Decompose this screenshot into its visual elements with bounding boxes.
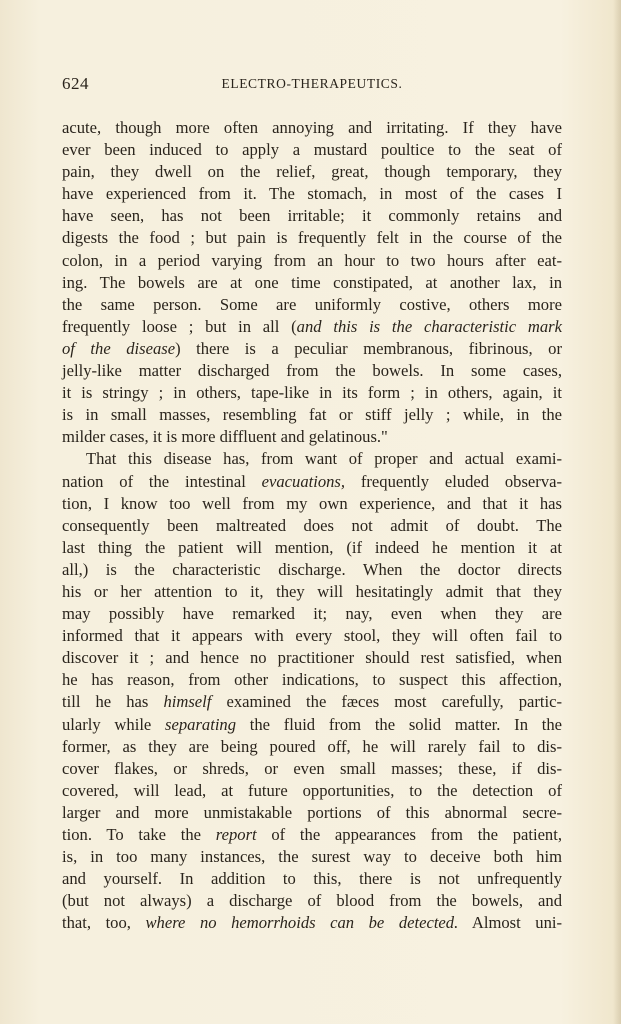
text-segment: colon, in a period varying from an hour to two hours after eat- <box>62 250 562 270</box>
text-segment: is, in too many instances, the surest way to deceive both him <box>62 847 562 867</box>
text-line <box>62 382 562 404</box>
text-segment: till he has <box>62 692 164 712</box>
italic-text: where no hemorrhoids can be detected. <box>145 913 459 933</box>
text-segment: frequently loose ; but in all ( <box>62 316 297 336</box>
text-segment: consequently been maltreated does not admit of doubt. The <box>62 515 562 535</box>
page-edge-shadow <box>613 0 621 1024</box>
text-line <box>62 294 562 316</box>
text-segment: frequently eluded observa- <box>345 471 563 491</box>
text-segment: former, as they are being poured off, he will rarely fail to dis- <box>62 736 562 756</box>
text-line <box>62 272 562 294</box>
text-line <box>62 205 562 227</box>
text-line <box>62 691 562 713</box>
text-segment: the same person. Some are uniformly costive, others more <box>62 294 562 314</box>
text-segment: nation of the intestinal <box>62 471 262 491</box>
text-line <box>62 250 562 272</box>
text-line <box>62 647 562 669</box>
text-line <box>62 912 562 934</box>
text-segment: it is stringy ; in others, tape-like in its form ; in others, again, it <box>62 383 562 403</box>
italic-text: evacuations, <box>261 471 346 491</box>
text-segment: tion. To take the <box>62 825 216 844</box>
text-line <box>62 603 562 625</box>
text-segment: the fluid from the solid matter. In the <box>236 714 562 734</box>
text-segment: may possibly have remarked it; nay, even when they are <box>62 604 562 624</box>
text-line <box>62 581 562 603</box>
page-header <box>62 74 562 98</box>
text-line <box>62 426 562 448</box>
text-segment: Almost uni- <box>458 913 563 933</box>
text-segment: all,) is the characteristic discharge. When the doctor directs <box>62 559 562 579</box>
text-line <box>62 515 562 537</box>
text-segment: jelly-like matter discharged from the bowels. In some cases, <box>62 361 562 381</box>
text-segment: examined the fæces most carefully, partic- <box>211 692 562 712</box>
text-line <box>62 780 562 802</box>
text-line <box>62 139 562 161</box>
text-segment: (but not always) a discharge of blood from the bowels, and <box>62 891 562 911</box>
text-segment: pain, they dwell on the relief, great, though temporary, they <box>62 162 562 182</box>
text-line <box>62 360 562 382</box>
text-line <box>62 316 562 338</box>
text-line <box>62 758 562 780</box>
text-line <box>62 537 562 559</box>
text-segment: of the appearances from the patient, <box>256 825 562 844</box>
text-segment: last thing the patient will mention, (if indeed he mention it at <box>62 537 562 557</box>
text-segment: ) there is a peculiar membranous, fibrinous, or <box>175 338 562 358</box>
text-line <box>62 183 562 205</box>
text-segment: informed that it appears with every stool, they will often fail to <box>62 626 562 646</box>
text-segment: his or her attention to it, they will hesitatingly admit that they <box>62 581 562 601</box>
italic-text: himself <box>163 692 212 712</box>
text-line <box>62 802 562 824</box>
text-line <box>62 471 562 493</box>
text-segment: digests the food ; but pain is frequently felt in the course of the <box>62 228 562 248</box>
text-line <box>62 824 562 846</box>
italic-text: and this is the characteristic mark <box>296 316 562 336</box>
text-segment: that, too, <box>62 913 146 933</box>
text-line <box>62 846 562 868</box>
text-segment: larger and more unmistakable portions of this abnormal secre- <box>62 802 562 822</box>
text-segment: ever been induced to apply a mustard poultice to the seat of <box>62 140 562 160</box>
text-line <box>62 890 562 912</box>
text-segment: milder cases, it is more diffluent and gelatinous." <box>62 427 388 447</box>
text-segment: discover it ; and hence no practitioner should rest satisfied, when <box>62 648 562 668</box>
text-line <box>62 448 562 470</box>
text-segment: have experienced from it. The stomach, in most of the cases I <box>62 184 562 204</box>
text-segment: and yourself. In addition to this, there is not unfrequently <box>62 869 562 889</box>
text-segment: cover flakes, or shreds, or even small masses; these, if dis- <box>62 758 562 778</box>
text-line <box>62 404 562 426</box>
text-segment: ing. The bowels are at one time constipated, at another lax, in <box>62 272 562 292</box>
text-line <box>62 625 562 647</box>
text-segment: have seen, has not been irritable; it commonly retains and <box>62 206 562 226</box>
running-title: ELECTRO-THERAPEUTICS. <box>221 76 403 91</box>
text-line <box>62 338 562 360</box>
text-line <box>62 161 562 183</box>
text-line <box>62 868 562 890</box>
text-segment: he has reason, from other indications, to suspect this affection, <box>62 670 562 690</box>
text-line <box>62 227 562 249</box>
italic-text: report <box>215 825 257 844</box>
text-line <box>62 493 562 515</box>
text-segment: covered, will lead, at future opportunities, to the detection of <box>62 780 562 800</box>
text-line <box>62 559 562 581</box>
body-text <box>62 117 562 934</box>
text-segment: is in small masses, resembling fat or stiff jelly ; while, in the <box>62 405 562 425</box>
italic-text: of the disease <box>62 338 176 358</box>
text-line <box>62 714 562 736</box>
text-segment: tion, I know too well from my own experience, and that it has <box>62 493 562 513</box>
text-line <box>62 117 562 139</box>
text-segment: acute, though more often annoying and irritating. If they have <box>62 118 562 137</box>
text-segment: ularly while <box>62 714 166 734</box>
italic-text: separating <box>165 714 237 734</box>
text-line <box>62 669 562 691</box>
page-number: 624 <box>62 74 89 93</box>
text-line <box>62 736 562 758</box>
text-segment: That this disease has, from want of proper and actual exami- <box>86 449 562 469</box>
